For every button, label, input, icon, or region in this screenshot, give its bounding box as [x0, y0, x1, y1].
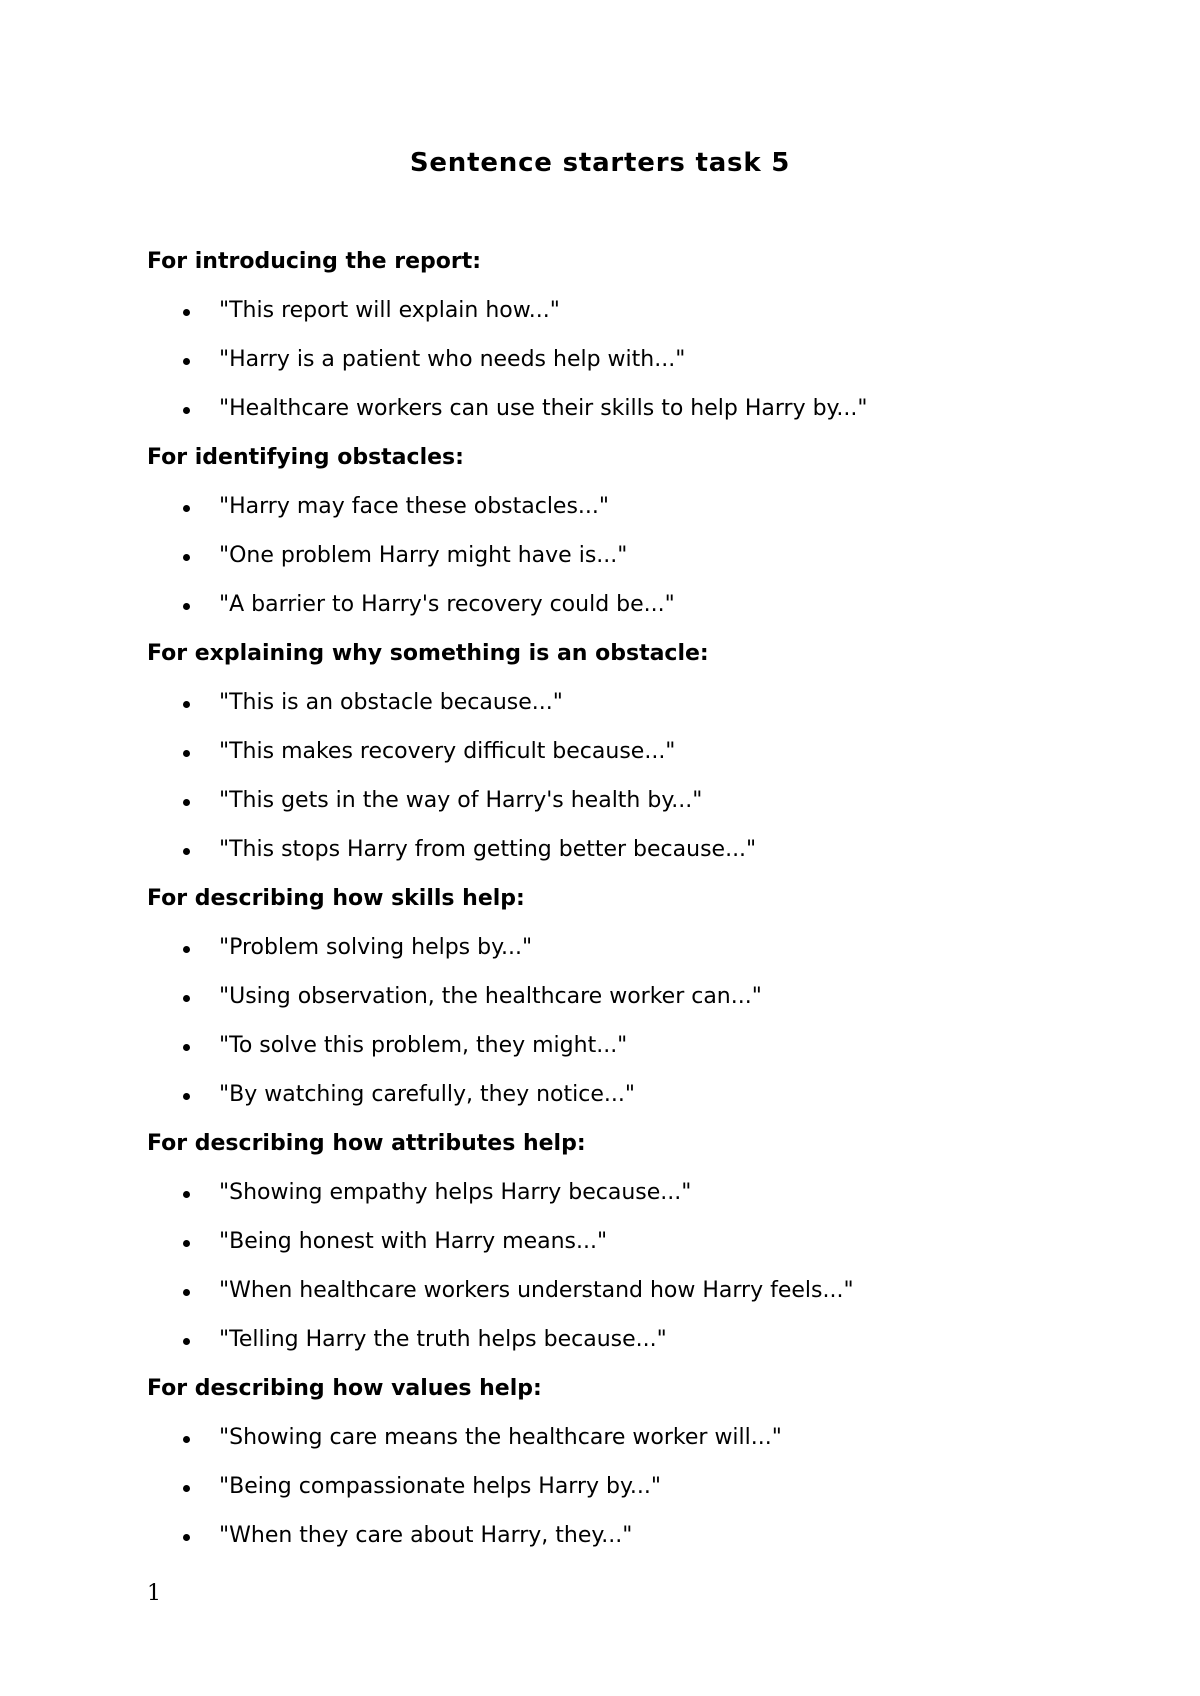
bullet-icon [183, 946, 190, 953]
section-introducing-report [147, 248, 1127, 423]
bullet-icon [183, 309, 190, 316]
bullet-icon [183, 358, 190, 365]
list-item [147, 1473, 1127, 1501]
section-heading: For explaining why something is an obstacle: [147, 641, 709, 666]
list-item [147, 689, 1127, 717]
bullet-icon [183, 603, 190, 610]
list-item [147, 1522, 1127, 1550]
list-item-text: "Problem solving helps by..." [219, 935, 533, 960]
bullet-icon [183, 554, 190, 561]
section-explaining-obstacle [147, 640, 1127, 864]
list-item [147, 1032, 1127, 1060]
list-item [147, 1424, 1127, 1452]
list-item [147, 346, 1127, 374]
bullet-list [147, 493, 1127, 619]
list-item-text: "A barrier to Harry's recovery could be..." [219, 592, 675, 617]
bullet-list [147, 1424, 1127, 1550]
list-item-text: "This makes recovery difficult because..." [219, 739, 676, 764]
list-item [147, 493, 1127, 521]
bullet-icon [183, 1240, 190, 1247]
bullet-icon [183, 1191, 190, 1198]
list-item [147, 983, 1127, 1011]
bullet-icon [183, 848, 190, 855]
page-number: 1 [147, 1581, 161, 1606]
list-item-text: "Healthcare workers can use their skills to help Harry by..." [219, 396, 868, 421]
list-item [147, 738, 1127, 766]
list-item [147, 1179, 1127, 1207]
bullet-icon [183, 995, 190, 1002]
list-item [147, 297, 1127, 325]
list-item-text: "Harry may face these obstacles..." [219, 494, 610, 519]
list-item-text: "This gets in the way of Harry's health by..." [219, 788, 703, 813]
list-item [147, 787, 1127, 815]
bullet-icon [183, 701, 190, 708]
list-item [147, 1277, 1127, 1305]
section-identifying-obstacles [147, 444, 1127, 619]
bullet-list [147, 934, 1127, 1109]
bullet-icon [183, 505, 190, 512]
bullet-list [147, 1179, 1127, 1354]
list-item-text: "Harry is a patient who needs help with..." [219, 347, 686, 372]
section-heading: For describing how skills help: [147, 886, 525, 911]
list-item-text: "One problem Harry might have is..." [219, 543, 628, 568]
list-item [147, 1326, 1127, 1354]
list-item-text: "Showing care means the healthcare worker will..." [219, 1425, 782, 1450]
list-item [147, 934, 1127, 962]
section-attributes-help [147, 1130, 1127, 1354]
list-item [147, 1081, 1127, 1109]
bullet-icon [183, 1044, 190, 1051]
bullet-icon [183, 1534, 190, 1541]
list-item-text: "When they care about Harry, they..." [219, 1523, 633, 1548]
section-heading: For introducing the report: [147, 249, 482, 274]
section-heading: For describing how attributes help: [147, 1131, 586, 1156]
bullet-icon [183, 1093, 190, 1100]
list-item-text: "This is an obstacle because..." [219, 690, 563, 715]
section-values-help [147, 1375, 1127, 1550]
list-item-text: "This report will explain how..." [219, 298, 560, 323]
list-item-text: "Being compassionate helps Harry by..." [219, 1474, 661, 1499]
list-item-text: "To solve this problem, they might..." [219, 1033, 628, 1058]
list-item [147, 1228, 1127, 1256]
bullet-list [147, 297, 1127, 423]
section-skills-help [147, 885, 1127, 1109]
bullet-icon [183, 1485, 190, 1492]
bullet-icon [183, 1338, 190, 1345]
list-item-text: "Being honest with Harry means..." [219, 1229, 608, 1254]
list-item-text: "When healthcare workers understand how Harry feels..." [219, 1278, 854, 1303]
list-item-text: "Telling Harry the truth helps because..." [219, 1327, 667, 1352]
section-heading: For identifying obstacles: [147, 445, 464, 470]
list-item [147, 591, 1127, 619]
bullet-icon [183, 1436, 190, 1443]
bullet-list [147, 689, 1127, 864]
bullet-icon [183, 407, 190, 414]
bullet-icon [183, 750, 190, 757]
document-content [147, 248, 1127, 1571]
list-item-text: "This stops Harry from getting better because..." [219, 837, 757, 862]
bullet-icon [183, 799, 190, 806]
list-item [147, 542, 1127, 570]
list-item [147, 836, 1127, 864]
section-heading: For describing how values help: [147, 1376, 542, 1401]
page-title: Sentence starters task 5 [409, 148, 791, 178]
list-item-text: "Showing empathy helps Harry because..." [219, 1180, 692, 1205]
list-item-text: "Using observation, the healthcare worker can..." [219, 984, 762, 1009]
bullet-icon [183, 1289, 190, 1296]
list-item [147, 395, 1127, 423]
list-item-text: "By watching carefully, they notice..." [219, 1082, 635, 1107]
